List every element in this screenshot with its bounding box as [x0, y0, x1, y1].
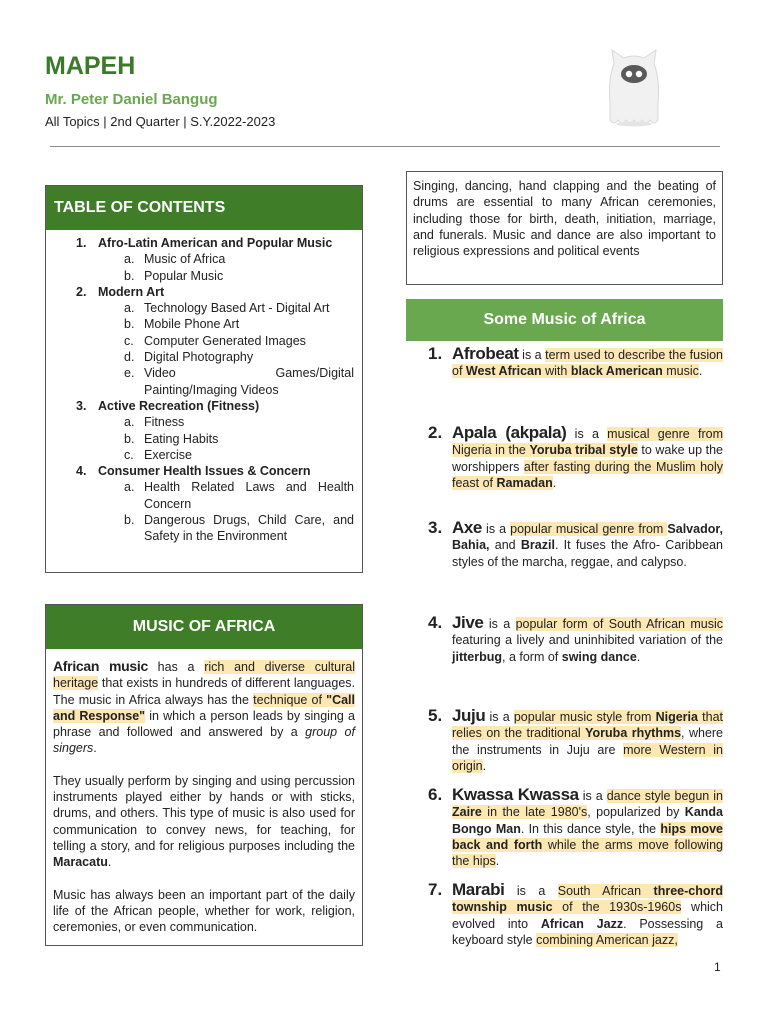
toc-list — [46, 230, 362, 545]
toc-subitem-title: Music of Africa — [144, 252, 226, 267]
text-run: . Possessing a keyboard style — [452, 916, 723, 947]
toc-item-number: 3. — [76, 398, 87, 413]
toc-subitem — [76, 333, 354, 349]
key-term: African music — [53, 658, 148, 674]
text-run: . — [552, 475, 557, 490]
music-entry — [428, 882, 723, 948]
text-run: has a — [147, 660, 205, 674]
some-music-heading: Some Music of Africa — [406, 299, 723, 341]
bold-text: swing dance — [561, 649, 637, 664]
intro-box: Singing, dancing, hand clapping and the beating of drums are essential to many African ceremonies, including those for birth, death, initiation, marriage, and funerals. Music and dance are also important to religious expressions and political events — [406, 171, 723, 285]
paragraph — [53, 658, 355, 757]
highlighted-bold-text: black American — [570, 364, 663, 379]
music-entry — [428, 425, 723, 491]
text-run: is a — [504, 884, 558, 898]
toc-subitem — [76, 251, 354, 267]
toc-subitem-letter: a. — [124, 480, 135, 495]
highlighted-text: term used to describe the fusion of — [452, 348, 723, 379]
toc-item-number: 2. — [76, 284, 87, 299]
toc-subitem — [76, 479, 354, 512]
text-run: . — [482, 758, 487, 773]
toc-subitem-title: Dangerous Drugs, Child Care, and Safety in the Environment — [144, 513, 354, 544]
music-entry — [428, 708, 723, 774]
music-entry — [428, 520, 723, 570]
toc-subitem-title: Fitness — [144, 415, 185, 430]
text-run: , popularized by — [587, 805, 685, 820]
table-of-contents — [45, 185, 363, 573]
bold-text: jitterbug — [452, 649, 502, 664]
highlighted-bold-text: Nigeria — [655, 710, 698, 724]
section-heading: MUSIC OF AFRICA — [46, 605, 362, 649]
highlighted-bold-text: Yoruba tribal style — [529, 443, 638, 458]
highlighted-text: combining American jazz, — [536, 932, 678, 947]
section-body — [46, 649, 362, 935]
document-title: MAPEH — [45, 52, 136, 80]
toc-item-title: Active Recreation (Fitness) — [98, 398, 260, 413]
toc-subitem-title: Eating Habits — [144, 431, 219, 446]
toc-item-number: 1. — [76, 236, 87, 250]
text-run: which evolved into — [452, 900, 724, 931]
page-number: 1 — [714, 960, 721, 974]
highlighted-text: that relies on the traditional — [452, 710, 724, 741]
toc-subitem — [76, 512, 354, 545]
toc-subitem-letter: b. — [124, 317, 135, 332]
text-run: . — [93, 741, 97, 756]
highlighted-text: in the late 1980's — [481, 805, 588, 820]
entry-number: 2. — [428, 423, 443, 442]
highlighted-bold-text: three-chord township music — [452, 884, 723, 915]
highlighted-bold-text: hips move back and forth — [452, 821, 724, 852]
toc-subitem-letter: d. — [124, 350, 135, 365]
highlighted-bold-text: Zaire — [452, 805, 482, 820]
text-run: is a — [485, 710, 514, 724]
text-run: to wake up the worshippers — [452, 443, 723, 474]
toc-subitem-letter: a. — [124, 252, 135, 267]
highlighted-text: of the 1930s-1960s — [552, 900, 682, 915]
music-entry — [428, 787, 723, 869]
text-run: is a — [482, 522, 511, 536]
toc-item-number: 4. — [76, 464, 87, 479]
toc-subitem — [76, 431, 354, 447]
highlighted-bold-text: Ramadan — [496, 475, 553, 490]
entry-term: Kwassa Kwassa — [452, 785, 579, 804]
paragraph — [53, 773, 355, 871]
highlighted-bold-text: West African — [465, 364, 542, 379]
toc-item — [76, 284, 354, 300]
entry-number: 7. — [428, 880, 443, 899]
toc-subitem — [76, 365, 354, 398]
author-name: Mr. Peter Daniel Bangug — [45, 91, 218, 108]
ghost-mascot-icon — [606, 44, 662, 128]
text-run: . — [495, 854, 500, 869]
highlighted-text: musical genre from Nigeria in the — [452, 427, 723, 458]
highlighted-text: popular music style from — [513, 710, 656, 724]
header-divider — [50, 146, 720, 147]
toc-subitem-title: Digital Photography — [144, 350, 254, 365]
music-entry — [428, 615, 723, 665]
bold-text: Brazil — [520, 538, 555, 553]
text-run: . — [698, 364, 703, 379]
toc-subitem-letter: c. — [124, 447, 134, 462]
italic-text: group of singers — [53, 725, 355, 756]
toc-heading: TABLE OF CONTENTS — [46, 186, 362, 230]
toc-subitem-title: Computer Generated Images — [144, 333, 306, 348]
entry-number: 3. — [428, 518, 443, 537]
toc-subitem-letter: e. — [124, 366, 135, 381]
text-run: featuring a lively and uninhibited variation of the — [452, 633, 723, 648]
highlighted-text: dance style begun in — [606, 789, 723, 803]
text-run: They usually perform by singing and using percussion instruments played either by hands or with sticks, drums, and others. This type of music is also used for communication to convey news, for teaching, for telling a story, and for religious purposes including the — [53, 773, 355, 853]
entry-term: Juju — [452, 706, 486, 725]
entry-number: 5. — [428, 706, 443, 725]
music-of-africa-section — [45, 604, 363, 946]
text-run: that exists in hundreds of different languages. The music in Africa always has the — [53, 676, 355, 707]
toc-subitem-title: Video Games/Digital Painting/Imaging Videos — [144, 366, 354, 397]
highlighted-text: South African — [557, 884, 654, 898]
toc-subitem-letter: b. — [124, 431, 135, 446]
toc-item — [76, 398, 354, 414]
highlighted-text: technique of — [253, 692, 327, 707]
highlighted-text: music — [662, 364, 699, 379]
toc-subitem — [76, 447, 354, 463]
toc-subitem — [76, 316, 354, 332]
toc-subitem-title: Technology Based Art - Digital Art — [144, 301, 330, 316]
toc-item — [76, 463, 354, 479]
toc-item — [76, 235, 354, 251]
entry-number: 4. — [428, 613, 443, 632]
text-run: in which a person leads by singing a phrase and followed and answered by a — [53, 708, 355, 740]
highlighted-bold-text: "Call and Response" — [53, 692, 355, 723]
highlighted-text: popular musical genre from — [510, 522, 668, 536]
text-run: , a form of — [502, 649, 562, 664]
toc-subitem-letter: a. — [124, 301, 135, 316]
toc-subitem — [76, 414, 354, 430]
entry-number: 1. — [428, 344, 443, 363]
bold-text: Maracatu — [53, 855, 108, 870]
toc-item-title: Afro-Latin American and Popular Music — [98, 236, 333, 250]
toc-subitem — [76, 300, 354, 316]
text-run: , where the instruments in Juju are — [452, 726, 724, 757]
highlighted-text: after fasting during the Muslim holy feast of — [452, 459, 723, 490]
entry-term: Afrobeat — [452, 344, 519, 363]
music-entry — [428, 346, 723, 380]
document-subtitle: All Topics | 2nd Quarter | S.Y.2022-2023 — [45, 114, 276, 129]
highlighted-text: popular form of South African music — [515, 617, 723, 631]
text-run: . — [107, 855, 112, 870]
highlighted-text: rich and diverse cultural heritage — [53, 660, 355, 691]
text-run: . It fuses the Afro- Caribbean styles of the marcha, reggae, and calypso. — [452, 538, 723, 569]
text-run: and — [489, 538, 521, 553]
highlighted-text: with — [541, 364, 571, 379]
highlighted-text: while the arms move following the hips — [452, 837, 723, 869]
text-run: is a — [578, 789, 607, 803]
entry-number: 6. — [428, 785, 443, 804]
toc-subitem-letter: c. — [124, 333, 134, 348]
text-run: is a — [518, 348, 546, 362]
bold-text: African Jazz — [540, 916, 624, 931]
text-run: . — [636, 649, 641, 664]
entry-term: Marabi — [452, 880, 505, 899]
entry-term: Apala (akpala) — [452, 423, 567, 442]
entry-term: Jive — [452, 613, 484, 632]
toc-subitem-title: Exercise — [144, 447, 192, 462]
bold-text: Salvador, Bahia, — [452, 522, 723, 553]
highlighted-bold-text: Yoruba rhythms — [585, 726, 682, 741]
toc-subitem-title: Health Related Laws and Health Concern — [144, 480, 354, 511]
toc-subitem-letter: a. — [124, 415, 135, 430]
toc-subitem — [76, 268, 354, 284]
text-run: . In this dance style, the — [520, 821, 661, 836]
toc-item-title: Modern Art — [98, 284, 165, 299]
toc-subitem — [76, 349, 354, 365]
toc-subitem-letter: b. — [124, 268, 135, 283]
bold-text: Kanda Bongo Man — [452, 805, 723, 836]
toc-item-title: Consumer Health Issues & Concern — [98, 464, 311, 479]
paragraph: Music has always been an important part of the daily life of the African people, whether for work, religion, ceremonies, or even communication. — [53, 887, 355, 935]
highlighted-text: more Western in origin — [452, 742, 724, 773]
toc-subitem-title: Mobile Phone Art — [144, 317, 240, 332]
toc-subitem-letter: b. — [124, 513, 135, 528]
toc-subitem-title: Popular Music — [144, 268, 224, 283]
text-run: is a — [566, 427, 608, 441]
entry-term: Axe — [452, 518, 482, 537]
text-run: is a — [483, 617, 516, 631]
